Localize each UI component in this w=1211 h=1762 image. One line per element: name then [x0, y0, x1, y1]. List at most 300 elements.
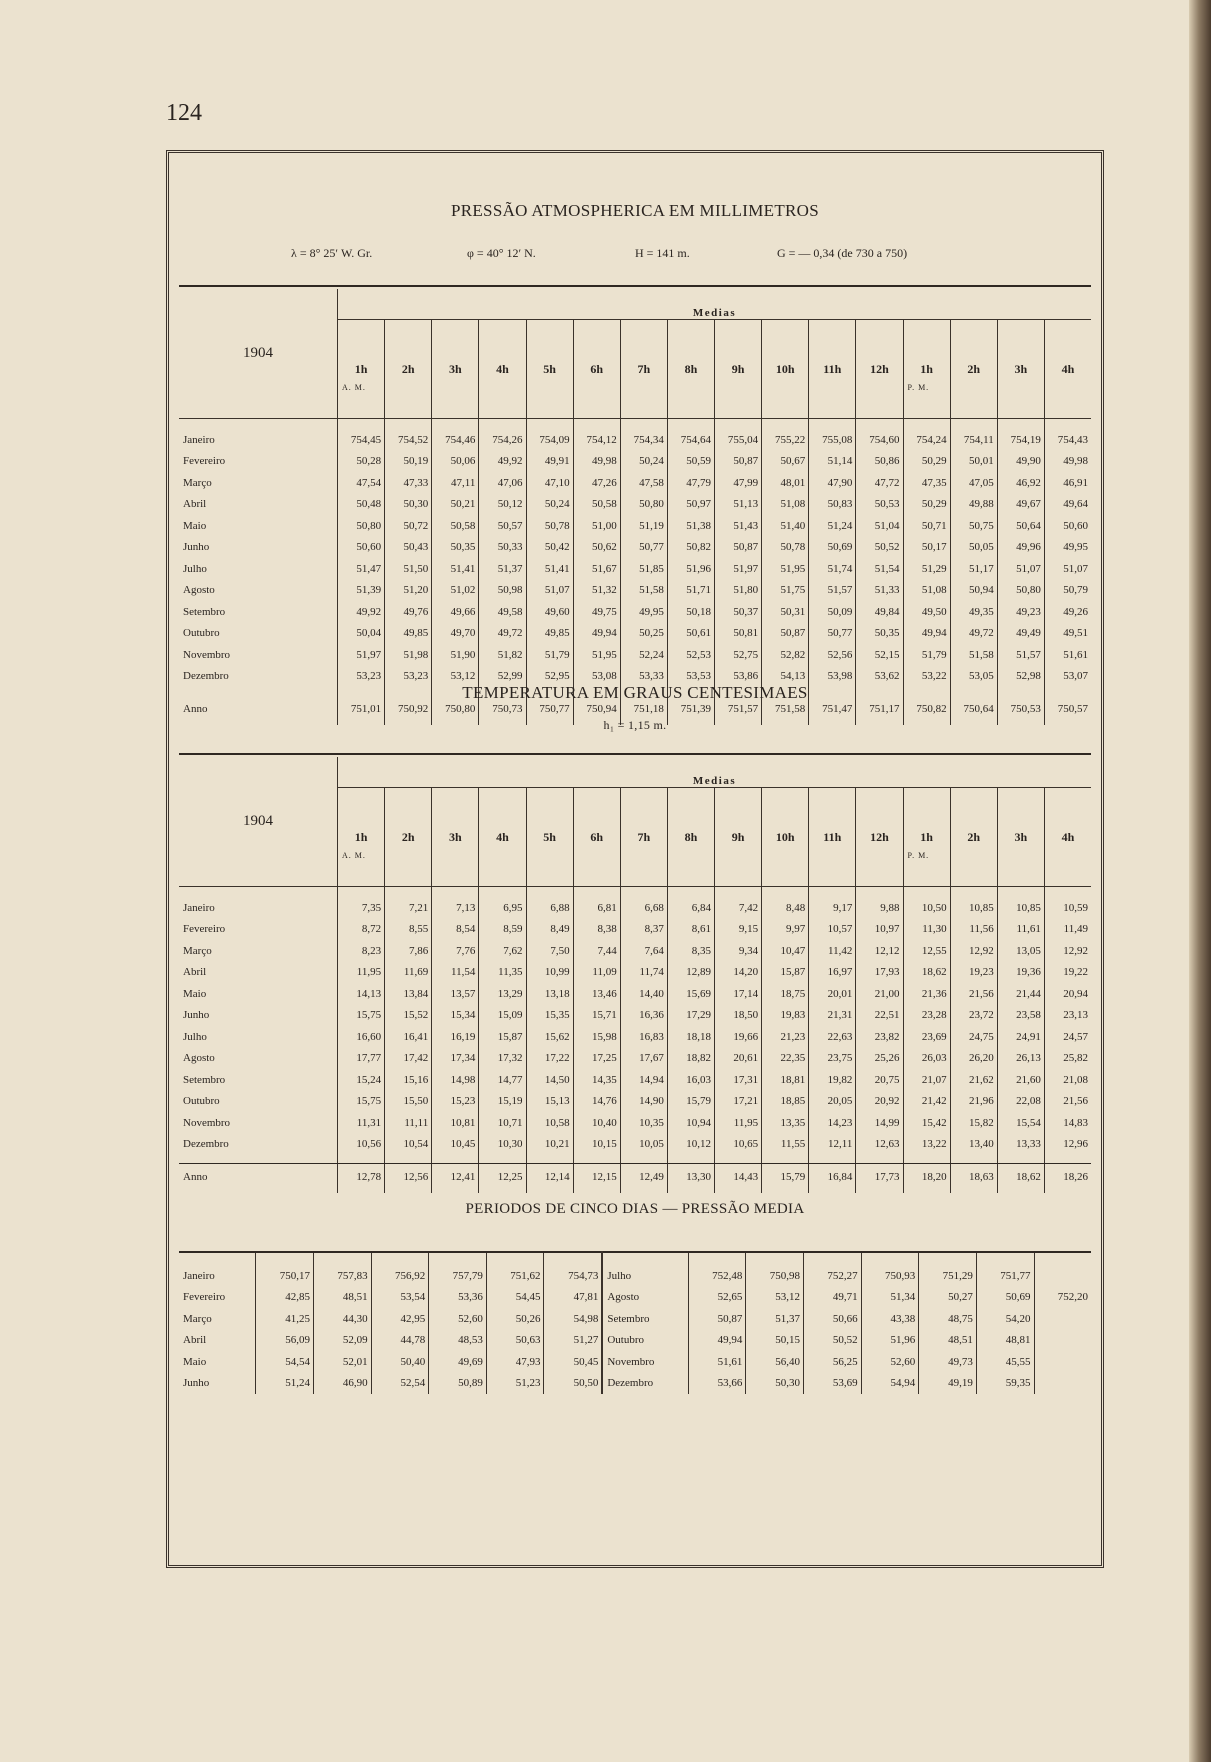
- value-cell: 17,22: [526, 1048, 573, 1070]
- month-label: Dezembro: [183, 1138, 229, 1151]
- value-cell: 751,57: [715, 687, 762, 725]
- value-cell: 49,64: [1044, 494, 1091, 516]
- value-cell: 10,99: [526, 962, 573, 984]
- value-cell: 50,89: [429, 1373, 487, 1395]
- hour-header: [573, 788, 620, 887]
- value-cell: 18,85: [762, 1091, 809, 1113]
- value-cell: 15,82: [950, 1112, 997, 1134]
- param-longitude: λ = 8° 25′ W. Gr.: [291, 246, 373, 260]
- value-cell: 750,57: [1044, 687, 1091, 725]
- value-cell: 50,94: [950, 580, 997, 602]
- value-cell: 50,25: [620, 623, 667, 645]
- value-cell: 8,49: [526, 919, 573, 941]
- hour-label: 7h: [637, 829, 651, 844]
- value-cell: 49,98: [1044, 451, 1091, 473]
- value-cell: 751,47: [809, 687, 856, 725]
- value-cell: 21,62: [950, 1069, 997, 1091]
- table-row: [179, 451, 1091, 473]
- value-cell: 21,08: [1044, 1069, 1091, 1091]
- value-cell: 17,42: [385, 1048, 432, 1070]
- value-cell: 16,36: [620, 1005, 667, 1027]
- value-cell: 10,30: [479, 1134, 526, 1156]
- value-cell: 51,61: [688, 1351, 746, 1373]
- hour-header: [997, 788, 1044, 887]
- value-cell: 50,80: [997, 580, 1044, 602]
- value-cell: 12,15: [573, 1155, 620, 1193]
- divider: [179, 285, 1091, 287]
- value-cell: 49,69: [429, 1351, 487, 1373]
- value-cell: 17,29: [667, 1005, 714, 1027]
- value-cell: 20,94: [1044, 983, 1091, 1005]
- value-cell: 51,80: [715, 580, 762, 602]
- value-cell: 51,90: [432, 644, 479, 666]
- table-row: [179, 419, 1091, 451]
- hour-header: [856, 788, 903, 887]
- value-cell: 18,62: [997, 1155, 1044, 1193]
- temperature-title: TEMPERATURA EM GRAUS CENTESIMAES: [462, 683, 808, 702]
- hour-label: 11h: [823, 361, 842, 376]
- hour-label: 3h: [448, 829, 462, 844]
- value-cell: 6,68: [620, 887, 667, 919]
- value-cell: 18,18: [667, 1026, 714, 1048]
- value-cell: 10,81: [432, 1112, 479, 1134]
- value-cell: 51,41: [432, 558, 479, 580]
- value-cell: 51,08: [762, 494, 809, 516]
- value-cell: 56,40: [746, 1351, 804, 1373]
- value-cell: 17,14: [715, 983, 762, 1005]
- value-cell: 15,98: [573, 1026, 620, 1048]
- value-cell: 8,54: [432, 919, 479, 941]
- value-cell: 16,60: [338, 1026, 385, 1048]
- value-cell: 751,29: [919, 1252, 977, 1287]
- value-cell: 15,52: [385, 1005, 432, 1027]
- hour-label: 4h: [496, 829, 509, 844]
- value-cell: 44,30: [313, 1308, 371, 1330]
- value-cell: 52,53: [667, 644, 714, 666]
- value-cell: 23,72: [950, 1005, 997, 1027]
- value-cell: 8,37: [620, 919, 667, 941]
- month-label: Agosto: [607, 1291, 640, 1304]
- value-cell: 51,57: [997, 644, 1044, 666]
- value-cell: 754,64: [667, 419, 714, 451]
- value-cell: 49,96: [997, 537, 1044, 559]
- month-cell: [602, 1351, 688, 1373]
- hour-label: 5h: [543, 829, 556, 844]
- value-cell: 50,48: [338, 494, 385, 516]
- value-cell: 50,35: [432, 537, 479, 559]
- hour-label: 12h: [870, 829, 889, 844]
- value-cell: 50,64: [997, 515, 1044, 537]
- value-cell: 52,15: [856, 644, 903, 666]
- hour-label: 9h: [731, 361, 745, 376]
- hour-header: [573, 320, 620, 419]
- value-cell: 22,35: [762, 1048, 809, 1070]
- value-cell: 14,13: [338, 983, 385, 1005]
- value-cell: 52,82: [762, 644, 809, 666]
- value-cell: 53,12: [432, 666, 479, 688]
- value-cell: 51,43: [715, 515, 762, 537]
- value-cell: 16,84: [809, 1155, 856, 1193]
- value-cell: 53,07: [1044, 666, 1091, 688]
- value-cell: 15,35: [526, 1005, 573, 1027]
- value-cell: 47,72: [856, 472, 903, 494]
- value-cell: 51,97: [715, 558, 762, 580]
- month-label: Janeiro: [183, 901, 215, 914]
- hour-label: 2h: [967, 361, 981, 376]
- value-cell: 19,36: [997, 962, 1044, 984]
- value-cell: 21,00: [856, 983, 903, 1005]
- value-cell: 50,30: [385, 494, 432, 516]
- hour-header: [526, 788, 573, 887]
- value-cell: 49,88: [950, 494, 997, 516]
- value-cell: 7,76: [432, 940, 479, 962]
- value-cell: 9,88: [856, 887, 903, 919]
- month-label: Janeiro: [183, 1269, 215, 1282]
- value-cell: 53,69: [804, 1373, 862, 1395]
- value-cell: 50,77: [809, 623, 856, 645]
- value-cell: 56,25: [804, 1351, 862, 1373]
- value-cell: 49,94: [573, 623, 620, 645]
- value-cell: 50,87: [715, 537, 762, 559]
- value-cell: 47,93: [486, 1351, 544, 1373]
- value-cell: 50,87: [715, 451, 762, 473]
- value-cell: 50,35: [856, 623, 903, 645]
- value-cell: 12,12: [856, 940, 903, 962]
- value-cell: 9,17: [809, 887, 856, 919]
- value-cell: 51,71: [667, 580, 714, 602]
- value-cell: 50,63: [486, 1330, 544, 1352]
- value-cell: 18,20: [903, 1155, 950, 1193]
- hour-header: [809, 788, 856, 887]
- value-cell: 46,92: [997, 472, 1044, 494]
- month-label: Julho: [607, 1269, 632, 1282]
- value-cell: 10,35: [620, 1112, 667, 1134]
- value-cell: 15,13: [526, 1091, 573, 1113]
- month-cell: [179, 1308, 256, 1330]
- value-cell: 51,79: [903, 644, 950, 666]
- value-cell: 14,50: [526, 1069, 573, 1091]
- value-cell: 51,41: [526, 558, 573, 580]
- value-cell: 6,88: [526, 887, 573, 919]
- value-cell: 49,70: [432, 623, 479, 645]
- value-cell: 7,44: [573, 940, 620, 962]
- value-cell: 24,75: [950, 1026, 997, 1048]
- value-cell: 8,59: [479, 919, 526, 941]
- table-row: [179, 472, 1091, 494]
- value-cell: 49,35: [950, 601, 997, 623]
- value-cell: 42,85: [256, 1287, 314, 1309]
- value-cell: 10,54: [385, 1134, 432, 1156]
- value-cell: 50,01: [950, 451, 997, 473]
- value-cell: 23,75: [809, 1048, 856, 1070]
- value-cell: 50,78: [526, 515, 573, 537]
- value-cell: 49,72: [479, 623, 526, 645]
- month-cell: [602, 1330, 688, 1352]
- value-cell: 47,05: [950, 472, 997, 494]
- value-cell: 52,65: [688, 1287, 746, 1309]
- month-cell: [179, 1155, 338, 1193]
- hour-header: [715, 788, 762, 887]
- value-cell: 16,41: [385, 1026, 432, 1048]
- value-cell: 11,49: [1044, 919, 1091, 941]
- value-cell: 13,30: [667, 1155, 714, 1193]
- value-cell: 51,32: [573, 580, 620, 602]
- value-cell: 750,73: [479, 687, 526, 725]
- month-label: Outubro: [607, 1334, 645, 1347]
- month-cell: [179, 419, 338, 451]
- value-cell: 47,58: [620, 472, 667, 494]
- tables-frame: [166, 150, 1104, 1568]
- value-cell: 50,33: [479, 537, 526, 559]
- value-cell: 10,65: [715, 1134, 762, 1156]
- value-cell: 51,14: [809, 451, 856, 473]
- value-cell: 50,78: [762, 537, 809, 559]
- value-cell: 53,62: [856, 666, 903, 688]
- value-cell: 49,95: [620, 601, 667, 623]
- page-scan-edge: [1189, 0, 1211, 1762]
- value-cell: 52,75: [715, 644, 762, 666]
- value-cell: 17,31: [715, 1069, 762, 1091]
- value-cell: 10,50: [903, 887, 950, 919]
- value-cell: 50,53: [856, 494, 903, 516]
- value-cell: 17,32: [479, 1048, 526, 1070]
- value-cell: 10,12: [667, 1134, 714, 1156]
- value-cell: 51,37: [746, 1308, 804, 1330]
- table-row: [179, 919, 1091, 941]
- value-cell: 49,84: [856, 601, 903, 623]
- value-cell: 15,09: [479, 1005, 526, 1027]
- value-cell: 51,29: [903, 558, 950, 580]
- value-cell: 51,61: [1044, 644, 1091, 666]
- value-cell: 13,84: [385, 983, 432, 1005]
- value-cell: 50,69: [809, 537, 856, 559]
- value-cell: 14,40: [620, 983, 667, 1005]
- value-cell: 49,98: [573, 451, 620, 473]
- value-cell: 46,90: [313, 1373, 371, 1395]
- value-cell: 12,92: [950, 940, 997, 962]
- value-cell: 56,09: [256, 1330, 314, 1352]
- value-cell: 23,13: [1044, 1005, 1091, 1027]
- value-cell: 19,66: [715, 1026, 762, 1048]
- value-cell: 52,24: [620, 644, 667, 666]
- value-cell: 49,94: [903, 623, 950, 645]
- table-row: [179, 494, 1091, 516]
- value-cell: 41,25: [256, 1308, 314, 1330]
- value-cell: 12,92: [1044, 940, 1091, 962]
- value-cell: [1034, 1252, 1091, 1287]
- value-cell: 8,55: [385, 919, 432, 941]
- value-cell: 53,23: [385, 666, 432, 688]
- value-cell: 11,61: [997, 919, 1044, 941]
- month-label: Setembro: [183, 605, 226, 618]
- hour-label: 1h: [920, 829, 933, 844]
- hour-label: 6h: [590, 361, 604, 376]
- value-cell: 47,81: [544, 1287, 602, 1309]
- month-cell: [602, 1308, 688, 1330]
- value-cell: 15,42: [903, 1112, 950, 1134]
- value-cell: 19,23: [950, 962, 997, 984]
- value-cell: 51,39: [338, 580, 385, 602]
- value-cell: 750,64: [950, 687, 997, 725]
- value-cell: 754,43: [1044, 419, 1091, 451]
- value-cell: 15,87: [479, 1026, 526, 1048]
- page-number: 124: [166, 100, 202, 126]
- param-latitude: φ = 40° 12′ N.: [467, 246, 536, 260]
- hour-label: 3h: [1014, 361, 1028, 376]
- value-cell: 10,21: [526, 1134, 573, 1156]
- month-cell: [179, 1112, 338, 1134]
- temperature-subtitle: h₁ = 1,15 m.: [603, 718, 667, 732]
- month-label: Janeiro: [183, 433, 215, 446]
- value-cell: 49,85: [385, 623, 432, 645]
- value-cell: 752,20: [1034, 1287, 1091, 1309]
- value-cell: 10,85: [950, 887, 997, 919]
- value-cell: 11,74: [620, 962, 667, 984]
- value-cell: 45,55: [976, 1351, 1034, 1373]
- period-row: [179, 1351, 1091, 1373]
- value-cell: 51,85: [620, 558, 667, 580]
- value-cell: 11,56: [950, 919, 997, 941]
- value-cell: 49,72: [950, 623, 997, 645]
- table-row: [179, 601, 1091, 623]
- param-gravity: G = — 0,34 (de 730 a 750): [777, 246, 908, 260]
- param-altitude: H = 141 m.: [635, 246, 690, 260]
- table-row: [179, 1155, 1091, 1193]
- value-cell: 50,40: [371, 1351, 429, 1373]
- value-cell: 17,67: [620, 1048, 667, 1070]
- value-cell: 48,81: [976, 1330, 1034, 1352]
- value-cell: 12,49: [620, 1155, 667, 1193]
- value-cell: 47,35: [903, 472, 950, 494]
- value-cell: 51,75: [762, 580, 809, 602]
- value-cell: 25,82: [1044, 1048, 1091, 1070]
- month-cell: [179, 983, 338, 1005]
- value-cell: 50,98: [479, 580, 526, 602]
- value-cell: 757,83: [313, 1252, 371, 1287]
- value-cell: 49,95: [1044, 537, 1091, 559]
- value-cell: 47,90: [809, 472, 856, 494]
- value-cell: 11,11: [385, 1112, 432, 1134]
- table-row: [179, 1091, 1091, 1113]
- month-label: Fevereiro: [183, 1291, 226, 1304]
- month-label: Dezembro: [183, 670, 229, 683]
- value-cell: 19,83: [762, 1005, 809, 1027]
- value-cell: 54,54: [256, 1351, 314, 1373]
- year-header: 1904: [179, 757, 338, 887]
- value-cell: 50,59: [667, 451, 714, 473]
- value-cell: 23,82: [856, 1026, 903, 1048]
- value-cell: 49,51: [1044, 623, 1091, 645]
- value-cell: 751,17: [856, 687, 903, 725]
- value-cell: 26,20: [950, 1048, 997, 1070]
- divider: [179, 1163, 1091, 1164]
- value-cell: 50,04: [338, 623, 385, 645]
- hour-label: 8h: [684, 829, 698, 844]
- value-cell: 18,26: [1044, 1155, 1091, 1193]
- table-row: [179, 580, 1091, 602]
- value-cell: 50,37: [715, 601, 762, 623]
- value-cell: 50,58: [432, 515, 479, 537]
- value-cell: 50,87: [688, 1308, 746, 1330]
- value-cell: 21,36: [903, 983, 950, 1005]
- value-cell: 26,13: [997, 1048, 1044, 1070]
- hour-header: [903, 320, 950, 419]
- value-cell: 53,33: [620, 666, 667, 688]
- month-label: Maio: [183, 987, 207, 1000]
- value-cell: 51,79: [526, 644, 573, 666]
- month-label: Maio: [183, 519, 207, 532]
- value-cell: 15,50: [385, 1091, 432, 1113]
- hour-header: [997, 320, 1044, 419]
- value-cell: 14,77: [479, 1069, 526, 1091]
- value-cell: 19,82: [809, 1069, 856, 1091]
- value-cell: 50,69: [976, 1287, 1034, 1309]
- value-cell: 754,12: [573, 419, 620, 451]
- value-cell: 9,15: [715, 919, 762, 941]
- value-cell: 51,37: [479, 558, 526, 580]
- value-cell: 50,72: [385, 515, 432, 537]
- value-cell: 8,23: [338, 940, 385, 962]
- hour-label: 2h: [967, 829, 981, 844]
- month-cell: [179, 451, 338, 473]
- month-cell: [179, 887, 338, 919]
- value-cell: 751,58: [762, 687, 809, 725]
- value-cell: 23,28: [903, 1005, 950, 1027]
- hour-header: [479, 320, 526, 419]
- hour-header: [620, 788, 667, 887]
- value-cell: 12,96: [1044, 1134, 1091, 1156]
- hour-header: [385, 320, 432, 419]
- value-cell: 48,51: [919, 1330, 977, 1352]
- value-cell: 51,04: [856, 515, 903, 537]
- value-cell: 14,94: [620, 1069, 667, 1091]
- value-cell: 52,98: [997, 666, 1044, 688]
- value-cell: 10,94: [667, 1112, 714, 1134]
- table-row: [179, 983, 1091, 1005]
- value-cell: 50,50: [544, 1373, 602, 1395]
- value-cell: 50,05: [950, 537, 997, 559]
- value-cell: 49,76: [385, 601, 432, 623]
- table-row: [179, 1005, 1091, 1027]
- month-label: Abril: [183, 1334, 207, 1347]
- value-cell: 7,64: [620, 940, 667, 962]
- value-cell: 51,95: [762, 558, 809, 580]
- value-cell: 750,98: [746, 1252, 804, 1287]
- value-cell: [1034, 1351, 1091, 1373]
- table-row: [179, 644, 1091, 666]
- month-label: Agosto: [183, 1052, 215, 1065]
- value-cell: 50,58: [573, 494, 620, 516]
- value-cell: 51,96: [667, 558, 714, 580]
- period-row: [179, 1308, 1091, 1330]
- month-cell: [179, 623, 338, 645]
- value-cell: 50,60: [1044, 515, 1091, 537]
- value-cell: 49,85: [526, 623, 573, 645]
- value-cell: 51,19: [620, 515, 667, 537]
- value-cell: 751,39: [667, 687, 714, 725]
- medias-header: Medias: [338, 757, 1092, 788]
- month-label: Junho: [183, 1377, 210, 1390]
- value-cell: 13,40: [950, 1134, 997, 1156]
- value-cell: 754,34: [620, 419, 667, 451]
- hour-header: [385, 788, 432, 887]
- month-cell: [179, 537, 338, 559]
- month-cell: [179, 1069, 338, 1091]
- value-cell: 752,27: [804, 1252, 862, 1287]
- value-cell: 49,66: [432, 601, 479, 623]
- month-label: Setembro: [607, 1312, 650, 1325]
- month-label: Março: [183, 944, 212, 957]
